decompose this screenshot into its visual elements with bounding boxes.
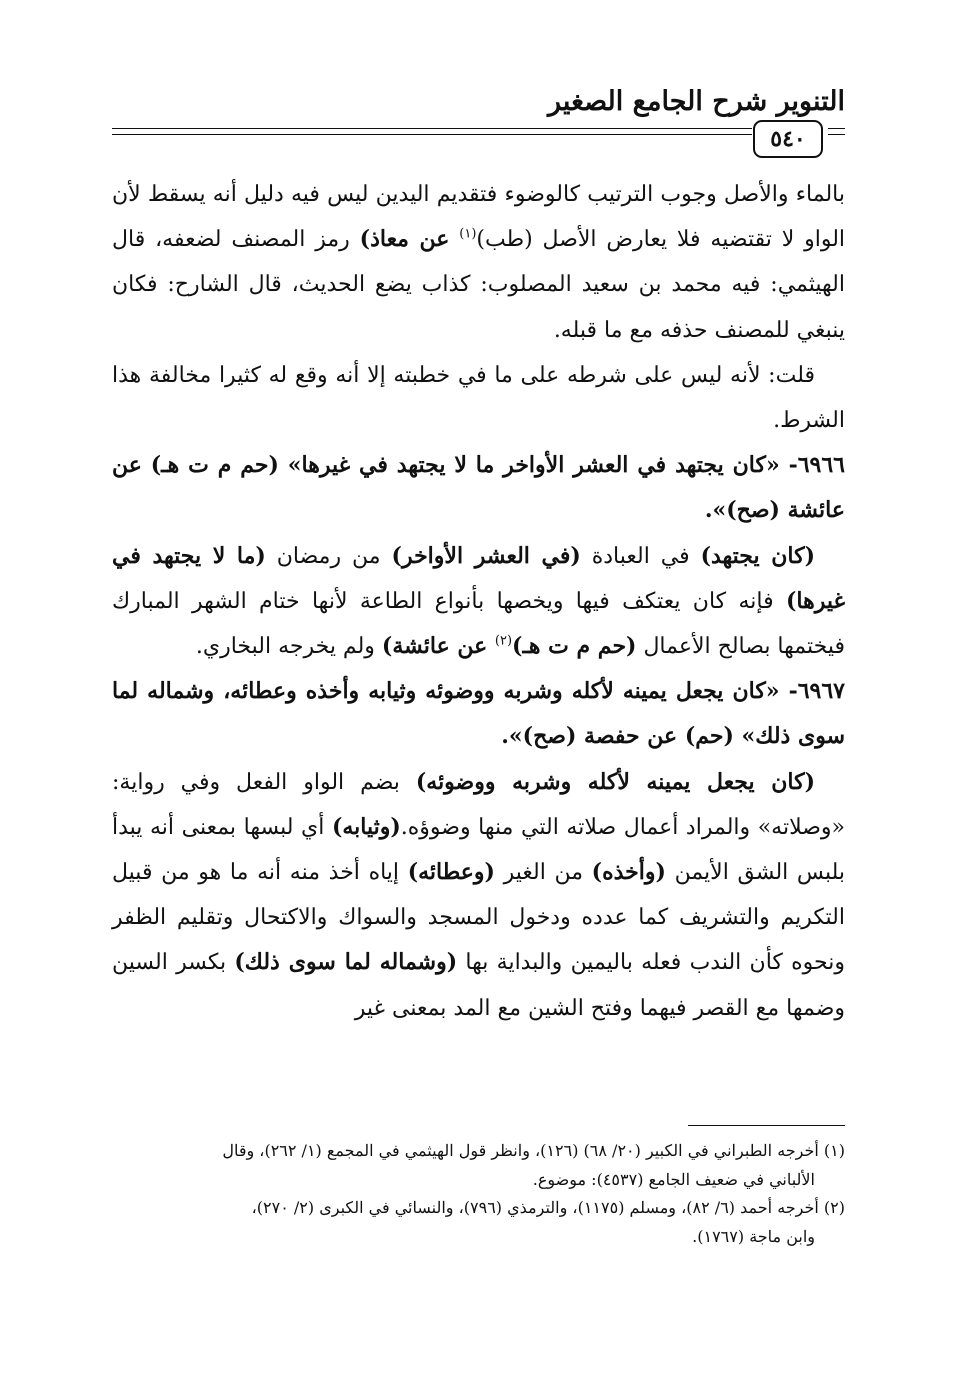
footnote-2-cont: وابن ماجة (١٧٦٧). — [692, 1226, 815, 1246]
footnotes — [112, 1137, 845, 1251]
source-code: (طب) — [476, 227, 533, 253]
footnote-2: (٢) أخرجه أحمد (٦/ ٨٢)، ومسلم (١١٧٥)، والترمذي (٧٩٦)، والنسائي في الكبرى (٢/ ٢٧٠)، — [251, 1198, 845, 1217]
footnote-ref-2: (٢) — [494, 633, 513, 649]
hadith-6966: ٦٩٦٦- «كان يجتهد في العشر الأواخر ما لا يجتهد في غيرها» (حم م ت هـ) عن عائشة (صح)». — [112, 452, 845, 524]
footnote-1-cont: الألباني في ضعيف الجامع (٤٥٣٧): موضوع. — [532, 1169, 815, 1189]
footnote-1: (١) أخرجه الطبراني في الكبير (٢٠/ ٦٨) (١٢٦)، وانظر قول الهيثمي في المجمع (١/ ٢٦٢)، وقال — [222, 1141, 845, 1160]
footnote-ref-1: (١) — [459, 226, 477, 242]
footnote-rule — [688, 1125, 845, 1126]
header-rule — [112, 128, 752, 135]
hadith-6967: ٦٩٦٧- «كان يجعل يمينه لأكله وشربه ووضوئه وثيابه وأخذه وعطائه، وشماله لما سوى ذلك» (حم) عن حفصة (صح)». — [112, 678, 845, 750]
paragraph-note: قلت: لأنه ليس على شرطه على ما في خطبته إلا أنه وقع له كثيرا مخالفة هذا الشرط. — [112, 362, 845, 434]
running-title: التنوير شرح الجامع الصغير — [548, 86, 845, 117]
commentary-6966: (كان يجتهد) في العبادة (في العشر الأواخر) من رمضان (ما لا يجتهد في غيرها) فإنه كان يعتكف فيها ويخصها بأنواع الطاعة لأنها ختام الشهر المبارك فيختمها بصالح الأعمال (حم م ت هـ)$^{(٢)}$ عن عائشة) ولم يخرجه البخاري. — [112, 542, 845, 660]
page-number: ٥٤٠ — [753, 120, 823, 158]
commentary-6967: (كان يجعل يمينه لأكله وشربه ووضوئه) بضم الواو الفعل وفي رواية: «وصلاته» والمراد أعمال صلاته التي منها وضوؤه.(وثيابه) أي لبسها بمعنى أنه يبدأ بلبس الشق الأيمن (وأخذه) من الغير (وعطائه) إياه أخذ منه أنه ما هو من قبيل التكريم والتشريف كما عدده ودخول المسجد والسواك والاكتحال وتقليم الظفر ونحوه كأن الندب فعله باليمين والبداية بها (وشماله لما سوى ذلك) بكسر السين وضمها مع القصر فيهما وفتح الشين مع المد بمعنى غير — [112, 768, 846, 1021]
main-text — [112, 172, 845, 1031]
header-rule-end — [828, 128, 845, 135]
narrator: عن معاذ) — [359, 226, 450, 253]
paragraph-commentary-prev: بالماء والأصل وجوب الترتيب كالوضوء فتقديم اليدين ليس فيه دليل أنه يسقط لأن الواو لا تقتضيه فلا يعارض الأصل (طب)$^{(١)}$ عن معاذ) رمز المصنف لضعفه، قال الهيثمي: فيه محمد بن سعيد المصلوب: كذاب يضع الحديث، قال الشارح: فكان ينبغي للمصنف حذفه مع ما قبله. — [112, 182, 846, 343]
